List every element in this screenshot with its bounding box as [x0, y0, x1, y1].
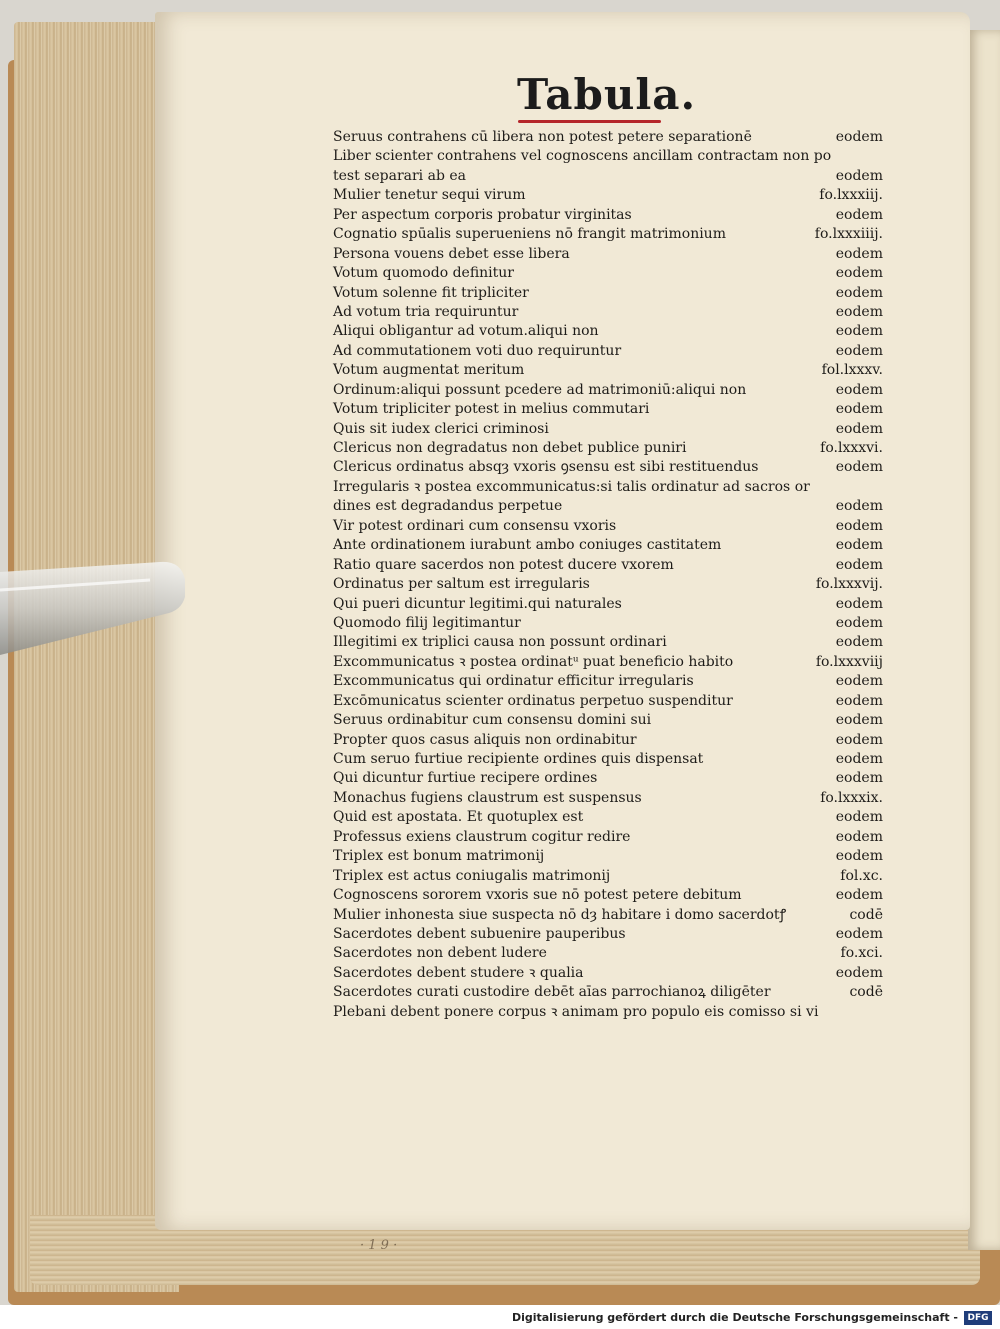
entry-text: Votum tripliciter potest in melius commutari: [333, 401, 650, 418]
index-entry: [333, 692, 893, 711]
entry-text: Per aspectum corporis probatur virginitas: [333, 206, 632, 223]
entry-text: Ante ordinationem iurabunt ambo coniuges castitatem: [333, 537, 722, 554]
index-entry: [333, 147, 893, 166]
index-entry: [333, 983, 893, 1002]
index-entry: [333, 1003, 893, 1022]
index-entry: [333, 847, 893, 866]
entry-folio-ref: eodem: [835, 712, 883, 729]
entry-text: Mulier inhonesta siue suspecta nō dȝ habitare i domo sacerdotꝭ: [333, 906, 787, 923]
entry-text: Sacerdotes non debent ludere: [333, 945, 547, 962]
index-entry: [333, 497, 893, 516]
index-entry: [333, 381, 893, 400]
index-entry: [333, 711, 893, 730]
entry-folio-ref: eodem: [835, 848, 883, 865]
index-entry: [333, 245, 893, 264]
index-entry: [333, 128, 893, 147]
entry-text: dines est degradandus perpetue: [333, 498, 563, 515]
index-entry: [333, 653, 893, 672]
entry-folio-ref: codē: [849, 906, 883, 923]
index-entry: [333, 458, 893, 477]
entry-folio-ref: eodem: [835, 809, 883, 826]
index-entry: [333, 478, 893, 497]
entry-text: Triplex est actus coniugalis matrimonij: [333, 867, 611, 884]
entry-text: test separari ab ea: [333, 167, 466, 184]
entry-text: Quis sit iudex clerici criminosi: [333, 420, 549, 437]
entry-folio-ref: eodem: [835, 381, 883, 398]
entry-text: Clericus ordinatus absqȝ vxoris ꝯsensu est sibi restituendus: [333, 459, 759, 476]
entry-text: Votum quomodo definitur: [333, 265, 514, 282]
index-entry: [333, 964, 893, 983]
entry-text: Propter quos casus aliquis non ordinabitur: [333, 731, 637, 748]
index-entry: [333, 789, 893, 808]
entry-text: Monachus fugiens claustrum est suspensus: [333, 789, 642, 806]
entry-folio-ref: codē: [849, 984, 883, 1001]
entry-folio-ref: fo.lxxxix.: [820, 789, 883, 806]
entry-folio-ref: eodem: [835, 517, 883, 534]
index-entry: [333, 342, 893, 361]
entry-text: Plebani debent ponere corpus ꝛ animam pro populo eis comisso si vi: [333, 1003, 819, 1020]
dfg-logo: DFG: [964, 1311, 992, 1325]
entry-folio-ref: eodem: [835, 245, 883, 262]
entry-folio-ref: fo.lxxxviij: [815, 653, 883, 670]
entry-text: Ordinum:aliqui possunt pcedere ad matrimoniū:aliqui non: [333, 381, 747, 398]
index-entry: [333, 556, 893, 575]
index-entry: [333, 867, 893, 886]
entry-folio-ref: fo.lxxxvi.: [820, 440, 883, 456]
index-entry: [333, 808, 893, 827]
index-entry: [333, 672, 893, 691]
entry-folio-ref: eodem: [835, 303, 883, 320]
index-entry: [333, 361, 893, 380]
index-entry: [333, 906, 893, 925]
entry-folio-ref: eodem: [835, 614, 883, 631]
index-entry: [333, 633, 893, 652]
page-weight-clip: [0, 560, 185, 658]
entry-text: Ad commutationem voti duo requiruntur: [333, 342, 622, 359]
index-entry: [333, 420, 893, 439]
entry-text: Excōmunicatus scienter ordinatus perpetuo suspenditur: [333, 692, 733, 709]
entry-text: Persona vouens debet esse libera: [333, 245, 570, 262]
entry-folio-ref: eodem: [835, 556, 883, 573]
entry-folio-ref: eodem: [835, 498, 883, 515]
index-entry: [333, 731, 893, 750]
entry-text: Excommunicatus ꝛ postea ordinatᵘ puat beneficio habito: [333, 653, 734, 670]
entry-text: Irregularis ꝛ postea excommunicatus:si talis ordinatur ad sacros or: [333, 478, 810, 495]
index-entry: [333, 886, 893, 905]
index-entry: [333, 750, 893, 769]
entry-text: Seruus ordinabitur cum consensu domini sui: [333, 712, 652, 729]
index-entry: [333, 206, 893, 225]
entry-folio-ref: eodem: [835, 887, 883, 904]
entry-folio-ref: fo.lxxxiiij.: [814, 226, 883, 243]
index-entry: [333, 536, 893, 555]
entry-folio-ref: fol.lxxxv.: [821, 362, 883, 379]
title-rubric-underline: [518, 120, 661, 123]
entry-folio-ref: eodem: [835, 323, 883, 340]
entry-text: Qui pueri dicuntur legitimi.qui naturales: [333, 595, 622, 612]
entry-text: Aliqui obligantur ad votum.aliqui non: [333, 323, 599, 340]
entry-text: Ad votum tria requiruntur: [333, 303, 519, 320]
entry-text: Sacerdotes curati custodire debēt aīas parrochianoꝝ diligēter: [333, 984, 771, 1001]
footer-credit: Digitalisierung gefördert durch die Deutsche Forschungsgemeinschaft -: [511, 1311, 958, 1324]
page-title-text: Tabula.: [517, 70, 697, 119]
index-entry: [333, 284, 893, 303]
entry-text: Cum seruo furtiue recipiente ordines quis dispensat: [333, 751, 704, 767]
index-entry: [333, 944, 893, 963]
footer-bar: [0, 1307, 1000, 1329]
index-entry: [333, 925, 893, 944]
entry-text: Cognoscens sororem vxoris sue nō potest petere debitum: [333, 887, 742, 904]
index-entry: [333, 400, 893, 419]
entry-folio-ref: eodem: [835, 167, 883, 184]
entry-text: Triplex est bonum matrimonij: [333, 848, 545, 865]
entry-folio-ref: eodem: [835, 459, 883, 476]
entry-text: Votum augmentat meritum: [333, 362, 525, 379]
entry-folio-ref: fo.lxxxiij.: [819, 187, 883, 204]
index-entry: [333, 225, 893, 244]
entry-text: Cognatio spūalis superueniens nō frangit matrimonium: [333, 226, 726, 243]
entry-text: Mulier tenetur sequi virum: [333, 187, 526, 204]
index-entry: [333, 828, 893, 847]
entry-folio-ref: eodem: [835, 634, 883, 651]
index-entry: [333, 322, 893, 341]
entry-folio-ref: eodem: [835, 964, 883, 981]
entry-text: Sacerdotes debent subuenire pauperibus: [333, 925, 626, 942]
entry-folio-ref: eodem: [835, 284, 883, 301]
entry-text: Ordinatus per saltum est irregularis: [333, 576, 590, 593]
entry-text: Ratio quare sacerdos non potest ducere vxorem: [333, 556, 674, 573]
entry-folio-ref: fo.xci.: [840, 945, 883, 962]
entry-folio-ref: fo.lxxxvij.: [815, 576, 883, 593]
index-entry: [333, 575, 893, 594]
entry-text: Liber scienter contrahens vel cognoscens ancillam contractam non po: [333, 148, 832, 165]
entry-text: Qui dicuntur furtiue recipere ordines: [333, 770, 598, 787]
index-entry: [333, 614, 893, 633]
index-entry: [333, 264, 893, 283]
entry-folio-ref: fol.xc.: [840, 867, 883, 884]
entry-text: Seruus contrahens cū libera non potest petere separationē: [333, 129, 752, 145]
entry-folio-ref: eodem: [835, 731, 883, 748]
entry-folio-ref: eodem: [835, 537, 883, 554]
entry-folio-ref: eodem: [835, 925, 883, 942]
pencil-note: · 1 9 ·: [360, 1238, 398, 1253]
entry-folio-ref: eodem: [835, 420, 883, 437]
entry-folio-ref: eodem: [835, 692, 883, 709]
index-entry: [333, 595, 893, 614]
entry-folio-ref: eodem: [835, 401, 883, 418]
entry-text: Excommunicatus qui ordinatur efficitur irregularis: [333, 673, 694, 690]
entry-text: Clericus non degradatus non debet publice puniri: [333, 440, 687, 456]
entry-folio-ref: eodem: [835, 770, 883, 787]
entry-folio-ref: eodem: [835, 265, 883, 282]
index-entry: [333, 303, 893, 322]
index-entry: [333, 167, 893, 186]
page-title: [517, 70, 696, 119]
index-entry: [333, 439, 893, 458]
entry-folio-ref: eodem: [835, 206, 883, 223]
entry-folio-ref: eodem: [835, 673, 883, 690]
entry-text: Votum solenne fit tripliciter: [333, 284, 529, 301]
entry-folio-ref: eodem: [835, 751, 883, 767]
entry-text: Vir potest ordinari cum consensu vxoris: [333, 517, 617, 534]
index-entry: [333, 186, 893, 205]
entry-text: Quomodo filij legitimantur: [333, 614, 521, 631]
entry-text: Illegitimi ex triplici causa non possunt ordinari: [333, 634, 667, 651]
entry-folio-ref: eodem: [835, 828, 883, 845]
index-entry: [333, 517, 893, 536]
entry-folio-ref: eodem: [835, 129, 883, 145]
entry-folio-ref: eodem: [835, 595, 883, 612]
entry-folio-ref: eodem: [835, 342, 883, 359]
index-entry-list: [333, 128, 893, 1022]
index-entry: [333, 769, 893, 788]
entry-text: Professus exiens claustrum cogitur redire: [333, 828, 631, 845]
entry-text: Quid est apostata. Et quotuplex est: [333, 809, 584, 826]
facing-page-edge: [968, 30, 1000, 1250]
entry-text: Sacerdotes debent studere ꝛ qualia: [333, 964, 584, 981]
